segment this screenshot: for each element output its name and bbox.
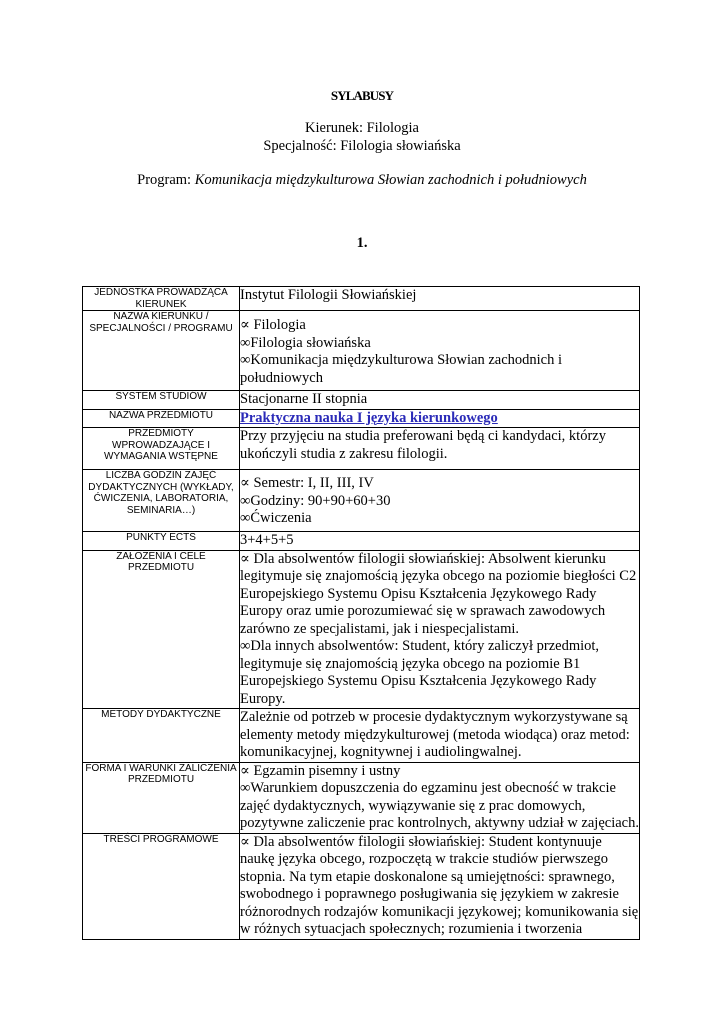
table-row — [83, 709, 640, 763]
row-label: NAZWA PRZEDMIOTU — [83, 409, 240, 428]
list-item: ∞Filologia słowiańska — [240, 334, 371, 351]
row-label: METODY DYDAKTYCZNE — [83, 709, 240, 763]
section-number: 1. — [356, 235, 368, 251]
row-value: Przy przyjęciu na studia preferowani będą ci kandydaci, którzy ukończyli studia z zakresu filologii. — [240, 428, 640, 470]
row-label: ZAŁOŻENIA I CELE PRZEDMIOTU — [83, 550, 240, 709]
row-value — [240, 550, 640, 709]
row-value — [240, 833, 640, 939]
table-row — [83, 428, 640, 470]
list-item: ∝ Filologia — [240, 317, 306, 333]
document-title: SYLABUSY — [330, 88, 394, 103]
specialization: Specjalność: Filologia słowiańska — [263, 138, 461, 154]
list-item: ∞Ćwiczenia — [240, 510, 312, 526]
row-label: PRZEDMIOTY WPROWADZAJĄCE I WYMAGANIA WSTĘPNE — [83, 428, 240, 470]
list-item: ∞Komunikacja międzykulturowa Słowian zachodnich i południowych — [240, 352, 563, 386]
table-row — [83, 762, 640, 833]
list-item: ∞Warunkiem dopuszczenia do egzaminu jest obecność w trakcie zajęć dydaktycznych, wywiązywanie się z prac domowych, pozytywne zaliczenie prac kontrolnych, aktywny udział w zajęciach. — [240, 780, 639, 831]
list-item: ∝ Dla absolwentów filologii słowiańskiej: Student kontynuuje naukę języka obcego, rozpoczętą w trakcie studiów pierwszego stopnia. Na tym etapie doskonalone są umiejętności: sprawnego, swobodnego i poprawnego posługiwania się językiem w zakresie różnorodnych rodzajów komunikacji językowej; komunikowania się w różnych sytuacjach społecznych; rozumienia i tworzenia — [240, 833, 639, 937]
table-row — [83, 391, 640, 410]
row-value: 3+4+5+5 — [240, 532, 640, 551]
program-prefix: Program: — [137, 172, 195, 188]
row-value: Instytut Filologii Słowiańskiej — [240, 287, 640, 311]
row-value: Zależnie od potrzeb w procesie dydaktycznym wykorzystywane są elementy metody międzykulturowej (metoda wiodąca) oraz metod: komunikacyjnej, kognitywnej i audiolingwalnej. — [240, 709, 640, 763]
list-item: ∝ Dla absolwentów filologii słowiańskiej: Absolwent kierunku legitymuje się znajomością języka obcego na poziomie biegłości C2 Europejskiego Systemu Opisu Kształcenia Językowego Rady Europy oraz umie porozumiewać się w sprawach zawodowych zarówno ze specjalistami, jak i niespecjalistami. — [240, 550, 637, 637]
program-name: Komunikacja międzykulturowa Słowian zachodnich i południowych — [194, 172, 587, 188]
row-value — [240, 470, 640, 532]
table-row — [83, 550, 640, 709]
row-label: NAZWA KIERUNKU / SPECJALNOŚCI / PROGRAMU — [83, 311, 240, 391]
syllabus-table — [82, 286, 640, 940]
row-label: SYSTEM STUDIÓW — [83, 391, 240, 410]
list-item: ∞Dla innych absolwentów: Student, który zaliczył przedmiot, legitymuje się znajomością języka obcego na poziomie B1 Europejskiego Systemu Opisu Kształcenia Językowego Rady Europy. — [240, 638, 600, 707]
field-of-study: Kierunek: Filologia — [305, 120, 419, 136]
row-value — [240, 762, 640, 833]
table-row — [83, 409, 640, 428]
row-value — [240, 409, 640, 428]
row-label: FORMA I WARUNKI ZALICZENIA PRZEDMIOTU — [83, 762, 240, 833]
row-label: TREŚCI PROGRAMOWE — [83, 833, 240, 939]
row-value — [240, 311, 640, 391]
row-label: LICZBA GODZIN ZAJĘĆ DYDAKTYCZNYCH (WYKŁADY, ĆWICZENIA, LABORATORIA, SEMINARIA…) — [83, 470, 240, 532]
table-row — [83, 311, 640, 391]
row-value: Stacjonarne II stopnia — [240, 391, 640, 410]
row-label: JEDNOSTKA PROWADZĄCA KIERUNEK — [83, 287, 240, 311]
subject-name: Praktyczna nauka I języka kierunkowego — [240, 409, 498, 426]
row-label: PUNKTY ECTS — [83, 532, 240, 551]
table-row — [83, 833, 640, 939]
list-item: ∝ Egzamin pisemny i ustny — [240, 762, 401, 779]
table-row — [83, 470, 640, 532]
table-row — [83, 532, 640, 551]
program-line — [0, 172, 724, 189]
list-item: ∞Godziny: 90+90+60+30 — [240, 492, 391, 509]
list-item: ∝ Semestr: I, II, III, IV — [240, 475, 374, 491]
table-row — [83, 287, 640, 311]
